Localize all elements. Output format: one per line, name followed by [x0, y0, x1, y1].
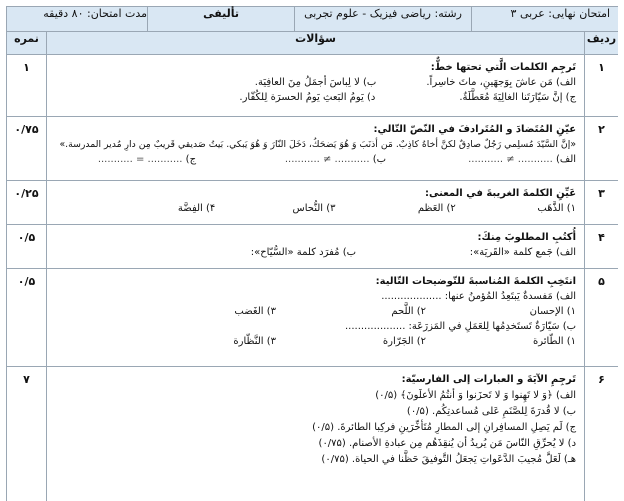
q5-a-option: ۱) الإحسان: [529, 306, 577, 317]
question-body: [47, 181, 585, 225]
q3-option: ۴) الفِضَّة: [177, 203, 216, 214]
question-title: انتَخِبِ الكلمةَ المُناسبةَ للتّوضيحات التّالية:: [375, 276, 577, 287]
question-title: أُكتُبِ المطلوبَ مِنكَ:: [477, 232, 577, 243]
q1-item-b: ب) لا لِباسَ أجمَلُ مِنَ العافِيَة.: [254, 77, 377, 88]
question-row: [7, 367, 619, 501]
question-score: ۰/۵: [7, 269, 47, 367]
question-row: [7, 55, 619, 117]
question-title: تَرجِم الکلمات الَّتي تحتها خطٌّ:: [430, 62, 577, 73]
question-score: ۷: [7, 367, 47, 501]
question-title: عيّنِ المُتَضادَ و المُتَرادفَ في النّصّ التّالي:: [373, 124, 577, 135]
question-title: عَيِّنِ الكلمةَ الغريبةَ في المعنى:: [425, 188, 577, 199]
question-body: [47, 225, 585, 269]
q6-item-a: الف) ﴿وَ لا تَهِنوا وَ لا تَحزَنوا وَ أنتُمُ الأعلَونَ﴾ (۰/۵): [375, 390, 577, 401]
q4-item-b: ب) مُفرَد كلمة «السُّيّاح»:: [250, 247, 357, 258]
q6-item-b: ب) لا قُدرَةَ لِلصَّنَمِ عَلى مُساعدتِكُم. (۰/۵): [406, 406, 577, 417]
question-row: [7, 225, 619, 269]
q5-b-option: ۲) الجَرّارة: [382, 336, 427, 347]
q2-b-label: ب): [372, 154, 387, 165]
field-label: رشته: ریاضی فیزیک - علوم تجربی: [295, 7, 472, 31]
q3-option: ۳) النُّحاس: [292, 203, 336, 214]
question-score: ۰/۲۵: [7, 181, 47, 225]
duration-label: مدت امتحان: ۸۰ دقیقه: [7, 7, 148, 31]
q5-a-option: ۲) اللَّحم: [391, 306, 427, 317]
question-number: ۶: [585, 367, 618, 501]
q2-b-blank: ........... ≠ ...........: [284, 154, 370, 165]
q3-option: ۱) الذَّهَب: [537, 203, 577, 214]
question-body: [47, 117, 585, 181]
question-number: ۱: [585, 55, 618, 117]
question-number: ۲: [585, 117, 618, 181]
q2-a-blank: ........... ≠ ...........: [468, 154, 553, 165]
q2-text: «إنَّ السَّيّدَ مُسلِمي رَجُلٌ صادِقٌ لكنَّ أخاهُ كاذِبٌ. مَن أذنَبَ وَ هُوَ يَضحَكُ، دَخَلَ النّارَ وَ هُوَ يَبكي. بَيتُ صَديقي قَريبٌ مِن دارِ مُدیر المدرسة.»: [59, 139, 577, 150]
q6-item-e: هـ) لَعَلَّ مُجيبَ الدَّعَواتِ يَجعَلُ التَّوفيقَ حَظَّنا في الحياة. (۰/۷۵): [321, 454, 577, 465]
exam-table: [6, 6, 618, 501]
question-number: ۴: [585, 225, 618, 269]
question-body: [47, 55, 585, 117]
q2-c-blank: ........... = ...........: [97, 154, 183, 165]
question-body: [47, 367, 585, 501]
question-row: [7, 181, 619, 225]
exam-page: [6, 6, 618, 501]
question-body: [47, 269, 585, 367]
question-row: [7, 117, 619, 181]
question-score: ۰/۵: [7, 225, 47, 269]
q5-item-b: ب) سَيّارَةٌ تَستَخدِمُها لِلعَمَلِ في المَزرَعَة: ...................: [344, 321, 577, 332]
questions-column-header: سؤالات: [47, 32, 585, 55]
exam-header-row: [7, 7, 619, 32]
q4-item-a: الف) جَمع كلمة «القَريَة»:: [469, 247, 577, 258]
q3-option: ۲) العَظم: [417, 203, 456, 214]
q2-a-label: الف): [555, 154, 577, 165]
q1-item-a: الف) مَن عاشَ بِوَجهَينِ، ماتَ خاسِراً.: [426, 77, 577, 88]
q1-item-d: د) يَومُ البَعثِ يَومُ الحسرَة لِلكُفّار.: [239, 92, 376, 103]
question-row: [7, 269, 619, 367]
q5-item-a: الف) مَفسدةٌ يَبتَعِدُ المُؤمنُ عنها: ...................: [381, 291, 577, 302]
row-column-header: ردیف: [585, 32, 618, 55]
q6-item-c: ج) لَم يَصِلِ المسافِرانِ إلى المطارِ مُتَأخِّرَينِ فركِبا الطائرةَ. (۰/۵): [312, 422, 577, 433]
question-number: ۵: [585, 269, 618, 367]
column-header-row: [7, 32, 619, 55]
q6-item-d: د) لا يُحرِّقِ النّاسَ مَن يُريدُ أن يُنقِذَهُم مِن عبادةِ الأصنام. (۰/۷۵): [318, 438, 577, 449]
exam-type-label: تألیفی: [148, 7, 295, 31]
q2-c-label: ج): [185, 154, 197, 165]
q5-a-option: ۳) الغَضب: [234, 306, 277, 317]
question-number: ۳: [585, 181, 618, 225]
exam-title: امتحان نهایی: عربی ۳: [472, 7, 618, 31]
score-column-header: نمره: [7, 32, 47, 55]
q5-b-option: ۱) الطّائرة: [532, 336, 577, 347]
q5-b-option: ۳) النَّظّارة: [233, 336, 277, 347]
question-title: تَرجِمِ الآيَةَ و العبارات إلى الفارسيّة:: [401, 374, 577, 385]
q1-item-c: ج) إنَّ سَيّارَتَنا الغالِيَةَ مُعَطَّلَةٌ.: [459, 92, 577, 103]
question-score: ۰/۷۵: [7, 117, 47, 181]
question-score: ۱: [7, 55, 47, 117]
